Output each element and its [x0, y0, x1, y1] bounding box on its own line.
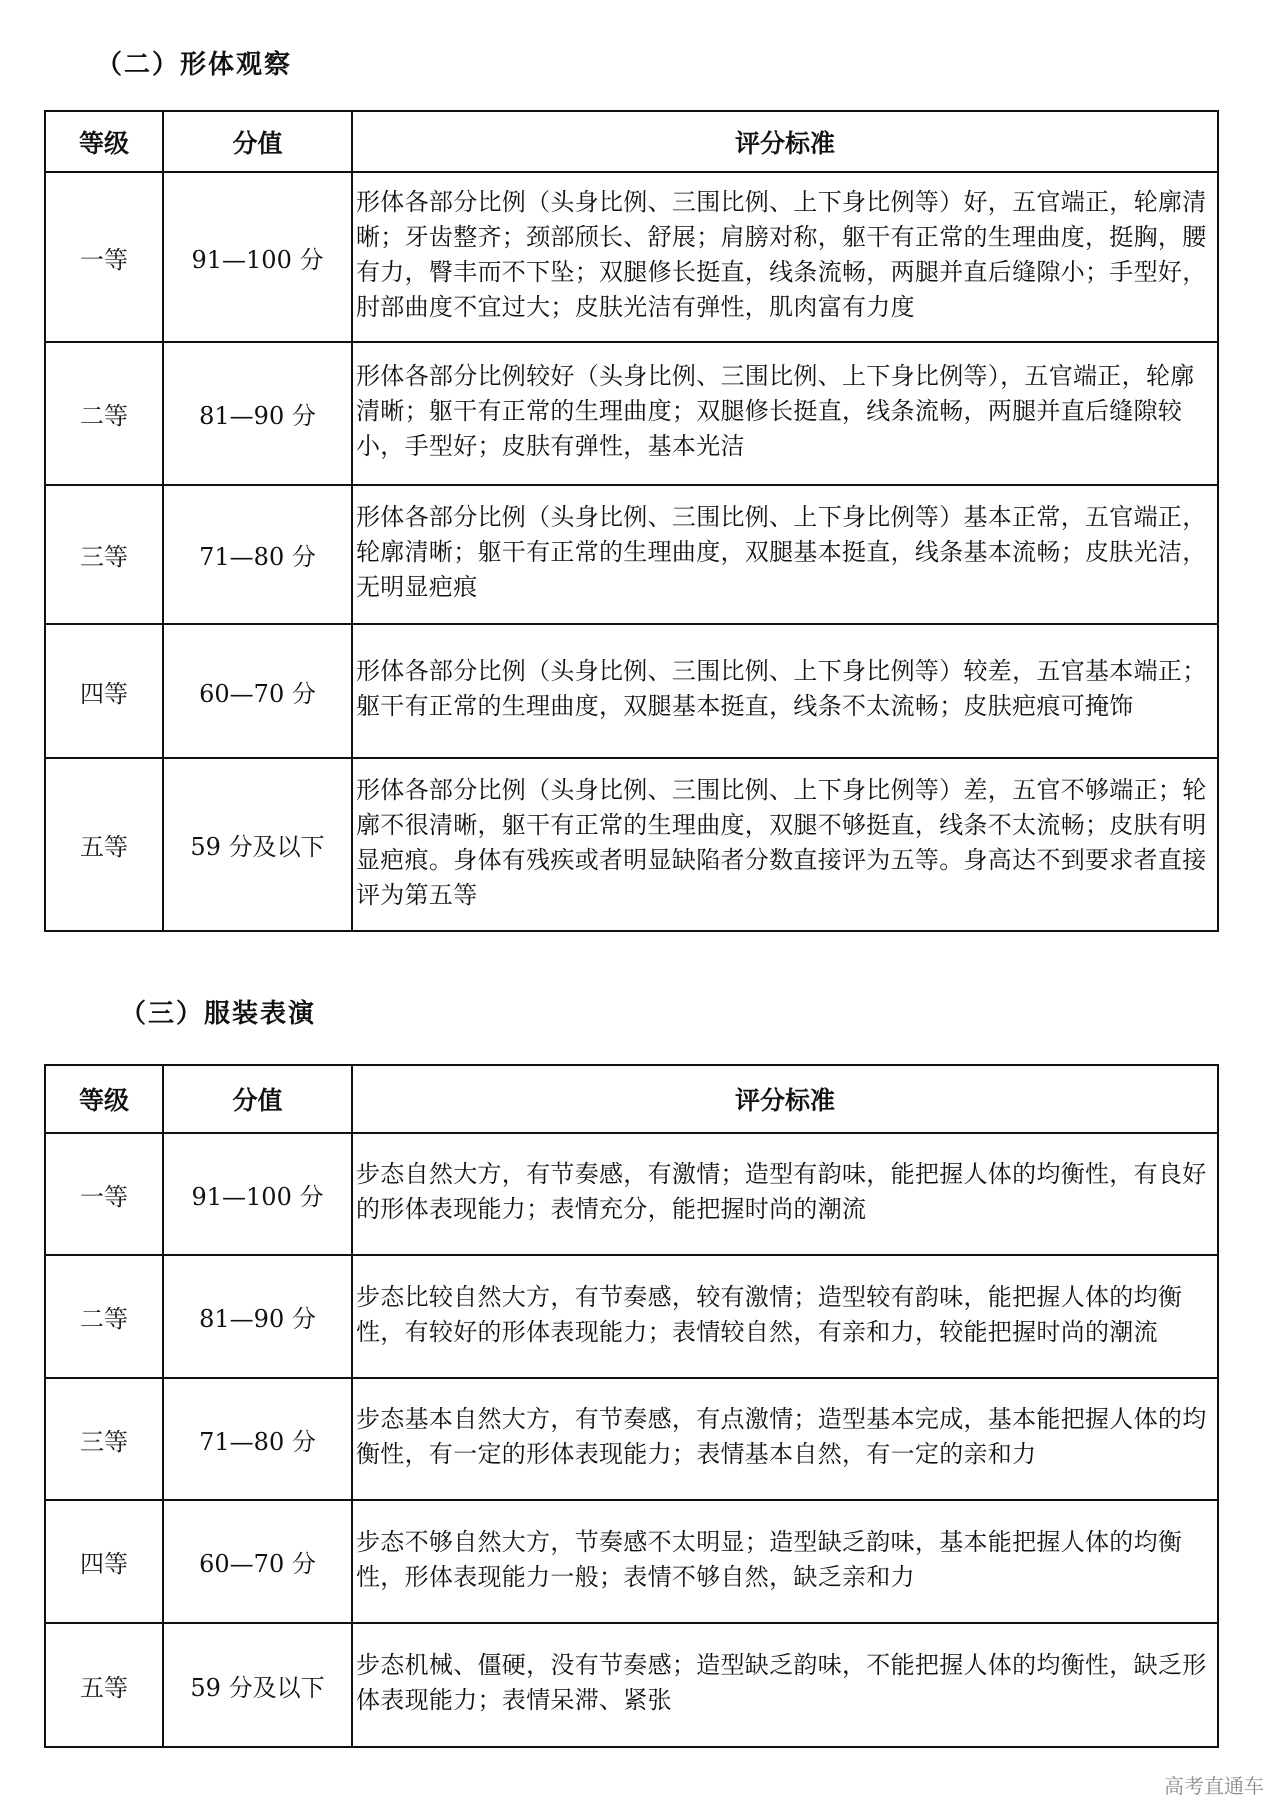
header-score: 分值	[163, 1065, 352, 1133]
table-row	[45, 172, 1218, 342]
grade-criteria: 步态自然大方，有节奏感，有激情；造型有韵味，能把握人体的均衡性，有良好的形体表现能力；表情充分，能把握时尚的潮流	[352, 1133, 1218, 1255]
grade-criteria: 形体各部分比例（头身比例、三围比例、上下身比例等）基本正常，五官端正，轮廓清晰；躯干有正常的生理曲度，双腿基本挺直，线条基本流畅；皮肤光洁，无明显疤痕	[352, 485, 1218, 624]
grade-level: 五等	[45, 1623, 163, 1747]
physique-grading-table	[44, 110, 1219, 932]
table-row	[45, 758, 1218, 931]
grade-score: 59 分及以下	[163, 1623, 352, 1747]
header-level: 等级	[45, 111, 163, 172]
grade-score: 71—80 分	[163, 1378, 352, 1500]
grade-score: 81—90 分	[163, 1255, 352, 1378]
grade-criteria: 形体各部分比例（头身比例、三围比例、上下身比例等）较差，五官基本端正；躯干有正常的生理曲度，双腿基本挺直，线条不太流畅；皮肤疤痕可掩饰	[352, 624, 1218, 758]
grade-score: 81—90 分	[163, 342, 352, 485]
watermark-text: 高考直通车	[1164, 1774, 1264, 1798]
section-title-fashion-show: （三）服装表演	[120, 999, 317, 1029]
table-header-row	[45, 111, 1218, 172]
grade-criteria: 形体各部分比例较好（头身比例、三围比例、上下身比例等），五官端正，轮廓清晰；躯干有正常的生理曲度；双腿修长挺直，线条流畅，两腿并直后缝隙较小，手型好；皮肤有弹性，基本光洁	[352, 342, 1218, 485]
table-header-row	[45, 1065, 1218, 1133]
grade-level: 四等	[45, 1500, 163, 1623]
grade-score: 59 分及以下	[163, 758, 352, 931]
grade-criteria: 步态不够自然大方，节奏感不太明显；造型缺乏韵味，基本能把握人体的均衡性，形体表现能力一般；表情不够自然，缺乏亲和力	[352, 1500, 1218, 1623]
grade-score: 91—100 分	[163, 172, 352, 342]
header-criteria: 评分标准	[352, 1065, 1218, 1133]
grade-level: 一等	[45, 172, 163, 342]
grade-score: 91—100 分	[163, 1133, 352, 1255]
table-row	[45, 1500, 1218, 1623]
table-row	[45, 1378, 1218, 1500]
grade-level: 三等	[45, 485, 163, 624]
grade-criteria: 形体各部分比例（头身比例、三围比例、上下身比例等）差，五官不够端正；轮廓不很清晰，躯干有正常的生理曲度，双腿不够挺直，线条不太流畅；皮肤有明显疤痕。身体有残疾或者明显缺陷者分数直接评为五等。身高达不到要求者直接评为第五等	[352, 758, 1218, 931]
grade-criteria: 形体各部分比例（头身比例、三围比例、上下身比例等）好，五官端正，轮廓清晰；牙齿整齐；颈部颀长、舒展；肩膀对称，躯干有正常的生理曲度，挺胸，腰有力，臀丰而不下坠；双腿修长挺直，线条流畅，两腿并直后缝隙小；手型好，肘部曲度不宜过大；皮肤光洁有弹性，肌肉富有力度	[352, 172, 1218, 342]
table-row	[45, 1133, 1218, 1255]
grade-level: 五等	[45, 758, 163, 931]
grade-score: 60—70 分	[163, 1500, 352, 1623]
header-score: 分值	[163, 111, 352, 172]
fashion-show-grading-table	[44, 1064, 1219, 1748]
grade-level: 一等	[45, 1133, 163, 1255]
grade-level: 二等	[45, 342, 163, 485]
grade-criteria: 步态机械、僵硬，没有节奏感；造型缺乏韵味，不能把握人体的均衡性，缺乏形体表现能力；表情呆滞、紧张	[352, 1623, 1218, 1747]
grade-score: 71—80 分	[163, 485, 352, 624]
header-level: 等级	[45, 1065, 163, 1133]
grade-criteria: 步态基本自然大方，有节奏感，有点激情；造型基本完成，基本能把握人体的均衡性，有一定的形体表现能力；表情基本自然，有一定的亲和力	[352, 1378, 1218, 1500]
header-criteria: 评分标准	[352, 111, 1218, 172]
grade-level: 四等	[45, 624, 163, 758]
section-title-physique: （二）形体观察	[96, 50, 293, 80]
table-row	[45, 624, 1218, 758]
table-row	[45, 485, 1218, 624]
table-row	[45, 1255, 1218, 1378]
grade-level: 三等	[45, 1378, 163, 1500]
grade-score: 60—70 分	[163, 624, 352, 758]
grade-level: 二等	[45, 1255, 163, 1378]
table-row	[45, 1623, 1218, 1747]
table-row	[45, 342, 1218, 485]
grade-criteria: 步态比较自然大方，有节奏感，较有激情；造型较有韵味，能把握人体的均衡性，有较好的形体表现能力；表情较自然，有亲和力，较能把握时尚的潮流	[352, 1255, 1218, 1378]
